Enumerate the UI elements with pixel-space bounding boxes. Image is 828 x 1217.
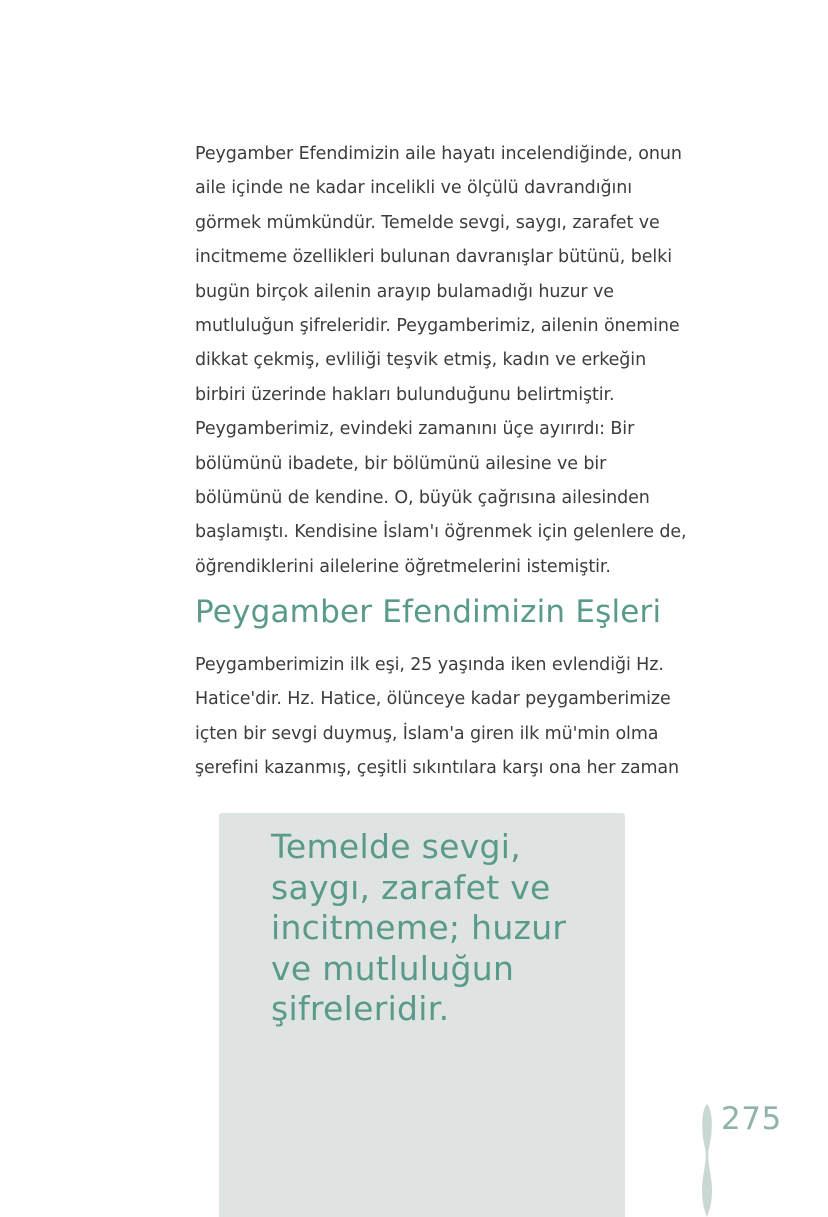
page-number: 275 bbox=[721, 1101, 782, 1137]
page-ornament-icon bbox=[698, 1104, 716, 1217]
pull-quote-box bbox=[219, 813, 625, 1217]
section-heading: Peygamber Efendimizin Eşleri bbox=[195, 594, 662, 630]
intro-paragraph: Peygamber Efendimizin aile hayatı incelendiğinde, onun aile içinde ne kadar incelikli ve ölçülü davrandığını görmek mümkündür. Temelde sevgi, saygı, zarafet ve incitmeme özellikleri bulunan davranışlar bütünü, belki bugün birçok ailenin arayıp bulamadığı huzur ve mutluluğun şifreleridir. Peygamberimiz, ailenin önemine dikkat çekmiş, evliliği teşvik etmiş, kadın ve erkeğin birbiri üzerinde hakları bulunduğunu belirtmiştir. Peygamberimiz, evindeki zamanını üçe ayırırdı: Bir bölümünü ibadete, bir bölümünü ailesine ve bir bölümünü de kendine. O, büyük çağrısına ailesinden başlamıştı. Kendisine İslam'ı öğrenmek için gelenlere de, öğrendiklerini ailelerine öğretmelerini istemiştir. bbox=[195, 144, 687, 577]
pull-quote-text: Temelde sevgi, saygı, zarafet ve incitmeme; huzur ve mutluluğun şifreleridir. bbox=[271, 827, 567, 1028]
wives-paragraph: Peygamberimizin ilk eşi, 25 yaşında iken evlendiği Hz. Hatice'dir. Hz. Hatice, ölünceye kadar peygamberimize içten bir sevgi duymuş, İslam'a giren ilk mü'min olma şerefini kazanmış, çeşitli sıkıntılara karşı ona her zaman bbox=[195, 655, 680, 779]
